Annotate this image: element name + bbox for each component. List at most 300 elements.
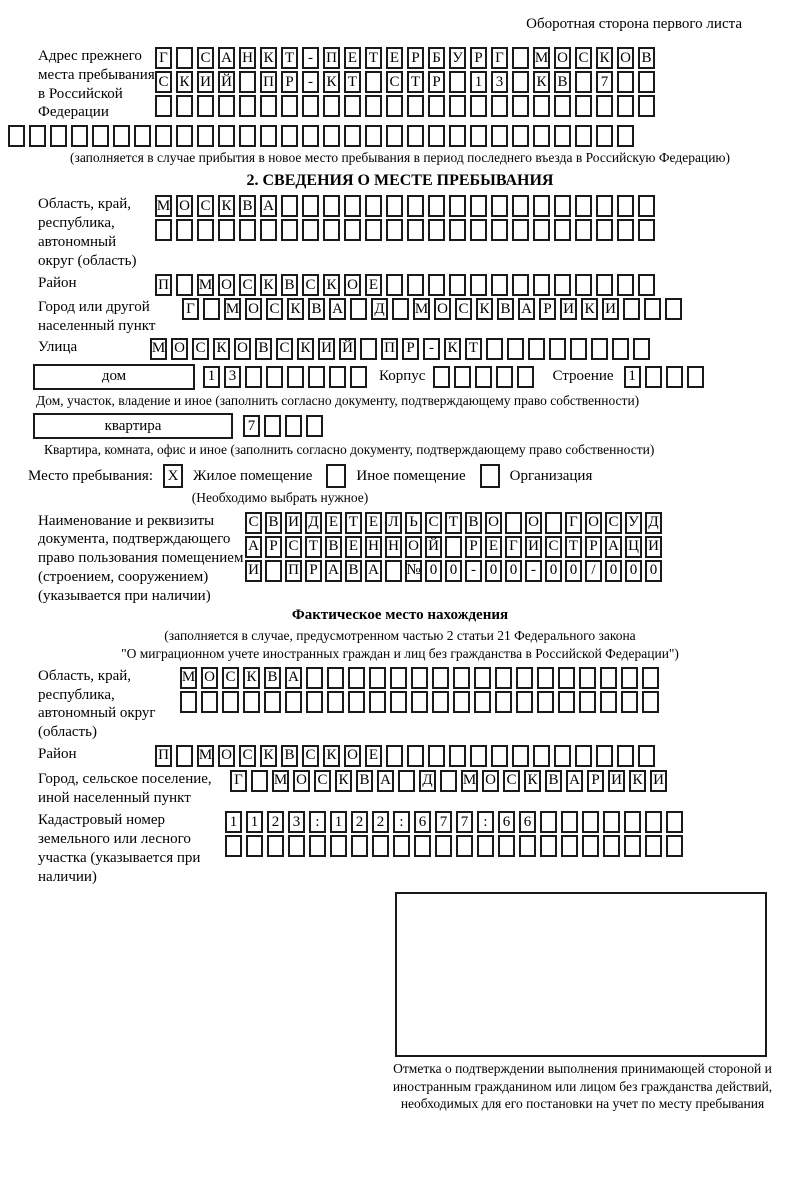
char-cell[interactable]: О (434, 298, 451, 320)
char-cell[interactable] (617, 195, 634, 217)
char-cell[interactable]: П (155, 745, 172, 767)
char-cell[interactable]: / (585, 560, 602, 582)
char-cell[interactable]: П (285, 560, 302, 582)
char-cell[interactable] (516, 667, 533, 689)
char-cell[interactable]: Д (305, 512, 322, 534)
char-cell[interactable]: П (260, 71, 277, 93)
char-cell[interactable] (596, 274, 613, 296)
char-cell[interactable]: 1 (470, 71, 487, 93)
char-cell[interactable] (533, 95, 550, 117)
char-cell[interactable] (323, 95, 340, 117)
char-cell[interactable] (92, 125, 109, 147)
char-cell[interactable] (638, 71, 655, 93)
char-cell[interactable] (29, 125, 46, 147)
char-cell[interactable]: М (180, 667, 197, 689)
char-cell[interactable] (433, 366, 450, 388)
char-cell[interactable] (134, 125, 151, 147)
char-cell[interactable] (453, 667, 470, 689)
char-cell[interactable] (475, 366, 492, 388)
char-cell[interactable]: М (461, 770, 478, 792)
char-cell[interactable] (197, 95, 214, 117)
char-cell[interactable] (435, 835, 452, 857)
char-cell[interactable]: К (524, 770, 541, 792)
char-cell[interactable] (323, 219, 340, 241)
char-cell[interactable]: У (625, 512, 642, 534)
char-cell[interactable]: К (444, 338, 461, 360)
char-cell[interactable] (260, 125, 277, 147)
char-cell[interactable] (617, 274, 634, 296)
char-cell[interactable]: № (405, 560, 422, 582)
char-cell[interactable] (329, 366, 346, 388)
char-cell[interactable] (323, 125, 340, 147)
char-cell[interactable]: П (155, 274, 172, 296)
char-cell[interactable] (176, 274, 193, 296)
char-cell[interactable]: К (260, 47, 277, 69)
char-cell[interactable] (218, 219, 235, 241)
char-cell[interactable] (390, 667, 407, 689)
char-cell[interactable]: Т (281, 47, 298, 69)
char-cell[interactable]: 1 (225, 811, 242, 833)
char-cell[interactable]: О (482, 770, 499, 792)
char-cell[interactable] (246, 835, 263, 857)
char-cell[interactable] (596, 195, 613, 217)
char-cell[interactable]: С (155, 71, 172, 93)
char-cell[interactable] (411, 691, 428, 713)
char-cell[interactable]: 0 (445, 560, 462, 582)
char-cell[interactable] (638, 745, 655, 767)
char-cell[interactable] (638, 219, 655, 241)
char-cell[interactable]: М (413, 298, 430, 320)
char-cell[interactable] (365, 195, 382, 217)
char-cell[interactable] (575, 95, 592, 117)
char-cell[interactable]: Н (365, 536, 382, 558)
char-cell[interactable]: В (255, 338, 272, 360)
char-cell[interactable] (575, 195, 592, 217)
char-cell[interactable] (512, 125, 529, 147)
char-cell[interactable]: А (218, 47, 235, 69)
char-cell[interactable]: : (393, 811, 410, 833)
char-cell[interactable] (155, 219, 172, 241)
char-cell[interactable]: Б (428, 47, 445, 69)
char-cell[interactable] (549, 338, 566, 360)
char-cell[interactable]: К (260, 274, 277, 296)
char-cell[interactable]: Е (344, 47, 361, 69)
char-cell[interactable] (533, 274, 550, 296)
char-cell[interactable]: А (365, 560, 382, 582)
char-cell[interactable]: Т (345, 512, 362, 534)
char-cell[interactable]: П (381, 338, 398, 360)
char-cell[interactable] (642, 667, 659, 689)
char-cell[interactable] (218, 125, 235, 147)
char-cell[interactable]: 1 (624, 366, 641, 388)
char-cell[interactable] (8, 125, 25, 147)
char-cell[interactable]: Р (265, 536, 282, 558)
char-cell[interactable] (470, 745, 487, 767)
char-cell[interactable]: О (218, 745, 235, 767)
char-cell[interactable] (596, 125, 613, 147)
char-cell[interactable]: В (497, 298, 514, 320)
char-cell[interactable]: Т (344, 71, 361, 93)
char-cell[interactable] (633, 338, 650, 360)
char-cell[interactable]: О (554, 47, 571, 69)
char-cell[interactable]: Р (587, 770, 604, 792)
char-cell[interactable]: Р (428, 71, 445, 93)
char-cell[interactable] (428, 219, 445, 241)
char-cell[interactable] (239, 219, 256, 241)
char-cell[interactable] (533, 125, 550, 147)
char-cell[interactable] (491, 745, 508, 767)
char-cell[interactable]: Г (491, 47, 508, 69)
char-cell[interactable]: С (239, 274, 256, 296)
char-cell[interactable]: В (356, 770, 373, 792)
char-cell[interactable] (266, 366, 283, 388)
char-cell[interactable]: Р (305, 560, 322, 582)
char-cell[interactable]: К (581, 298, 598, 320)
char-cell[interactable]: Т (465, 338, 482, 360)
char-cell[interactable]: 0 (425, 560, 442, 582)
char-cell[interactable] (540, 835, 557, 857)
char-cell[interactable] (579, 667, 596, 689)
char-cell[interactable]: Е (345, 536, 362, 558)
char-cell[interactable]: С (314, 770, 331, 792)
char-cell[interactable]: С (266, 298, 283, 320)
char-cell[interactable]: К (243, 667, 260, 689)
char-cell[interactable] (360, 338, 377, 360)
char-cell[interactable] (440, 770, 457, 792)
char-cell[interactable]: Н (385, 536, 402, 558)
char-cell[interactable] (575, 745, 592, 767)
char-cell[interactable]: М (533, 47, 550, 69)
char-cell[interactable] (491, 274, 508, 296)
char-cell[interactable] (621, 691, 638, 713)
char-cell[interactable]: 0 (485, 560, 502, 582)
char-cell[interactable] (411, 667, 428, 689)
char-cell[interactable] (456, 835, 473, 857)
char-cell[interactable] (239, 95, 256, 117)
char-cell[interactable] (512, 47, 529, 69)
char-cell[interactable] (386, 195, 403, 217)
char-cell[interactable]: С (222, 667, 239, 689)
char-cell[interactable] (496, 366, 513, 388)
char-cell[interactable] (225, 835, 242, 857)
char-cell[interactable] (302, 125, 319, 147)
char-cell[interactable] (432, 691, 449, 713)
char-cell[interactable] (603, 811, 620, 833)
char-cell[interactable] (239, 125, 256, 147)
char-cell[interactable] (176, 95, 193, 117)
char-cell[interactable]: Т (565, 536, 582, 558)
char-cell[interactable]: С (605, 512, 622, 534)
char-cell[interactable]: 7 (243, 415, 260, 437)
char-cell[interactable] (575, 274, 592, 296)
char-cell[interactable]: А (377, 770, 394, 792)
char-cell[interactable]: 0 (625, 560, 642, 582)
char-cell[interactable]: 7 (435, 811, 452, 833)
char-cell[interactable]: 2 (372, 811, 389, 833)
char-cell[interactable] (617, 71, 634, 93)
char-cell[interactable] (491, 219, 508, 241)
char-cell[interactable]: - (525, 560, 542, 582)
char-cell[interactable] (666, 811, 683, 833)
char-cell[interactable]: : (477, 811, 494, 833)
char-cell[interactable]: А (605, 536, 622, 558)
char-cell[interactable] (591, 338, 608, 360)
char-cell[interactable]: Н (239, 47, 256, 69)
char-cell[interactable] (512, 745, 529, 767)
char-cell[interactable] (449, 274, 466, 296)
char-cell[interactable] (350, 366, 367, 388)
char-cell[interactable] (558, 691, 575, 713)
char-cell[interactable]: Е (365, 274, 382, 296)
char-cell[interactable] (348, 691, 365, 713)
char-cell[interactable] (561, 811, 578, 833)
char-cell[interactable]: Г (565, 512, 582, 534)
char-cell[interactable] (600, 691, 617, 713)
char-cell[interactable]: Р (539, 298, 556, 320)
char-cell[interactable] (554, 274, 571, 296)
char-cell[interactable]: И (197, 71, 214, 93)
char-cell[interactable]: Г (230, 770, 247, 792)
char-cell[interactable] (285, 415, 302, 437)
char-cell[interactable] (474, 667, 491, 689)
char-cell[interactable] (327, 691, 344, 713)
char-cell[interactable]: Е (386, 47, 403, 69)
char-cell[interactable]: В (264, 667, 281, 689)
char-cell[interactable]: А (566, 770, 583, 792)
char-cell[interactable]: О (405, 536, 422, 558)
char-cell[interactable] (365, 125, 382, 147)
char-cell[interactable] (281, 195, 298, 217)
char-cell[interactable] (495, 691, 512, 713)
char-cell[interactable]: О (585, 512, 602, 534)
char-cell[interactable] (537, 667, 554, 689)
char-cell[interactable]: С (302, 745, 319, 767)
char-cell[interactable] (533, 195, 550, 217)
char-cell[interactable] (428, 125, 445, 147)
char-cell[interactable]: А (325, 560, 342, 582)
char-cell[interactable] (570, 338, 587, 360)
char-cell[interactable] (528, 338, 545, 360)
char-cell[interactable]: К (323, 274, 340, 296)
char-cell[interactable] (260, 219, 277, 241)
char-cell[interactable] (645, 835, 662, 857)
char-cell[interactable] (113, 125, 130, 147)
char-cell[interactable] (449, 219, 466, 241)
char-cell[interactable] (407, 219, 424, 241)
char-cell[interactable]: В (545, 770, 562, 792)
char-cell[interactable] (537, 691, 554, 713)
char-cell[interactable]: В (638, 47, 655, 69)
char-cell[interactable]: А (329, 298, 346, 320)
char-cell[interactable]: Й (339, 338, 356, 360)
char-cell[interactable] (575, 219, 592, 241)
char-cell[interactable] (306, 667, 323, 689)
char-cell[interactable] (621, 667, 638, 689)
char-cell[interactable] (386, 745, 403, 767)
char-cell[interactable] (645, 366, 662, 388)
char-cell[interactable]: Е (485, 536, 502, 558)
char-cell[interactable]: С (545, 536, 562, 558)
char-cell[interactable] (638, 95, 655, 117)
char-cell[interactable] (372, 835, 389, 857)
char-cell[interactable]: Д (371, 298, 388, 320)
char-cell[interactable]: 0 (645, 560, 662, 582)
char-cell[interactable] (197, 125, 214, 147)
char-cell[interactable] (176, 125, 193, 147)
char-cell[interactable] (407, 195, 424, 217)
char-cell[interactable] (624, 811, 641, 833)
char-cell[interactable]: 0 (505, 560, 522, 582)
char-cell[interactable] (385, 560, 402, 582)
char-cell[interactable] (264, 415, 281, 437)
char-cell[interactable]: 6 (519, 811, 536, 833)
char-cell[interactable] (512, 219, 529, 241)
char-cell[interactable] (533, 219, 550, 241)
char-cell[interactable]: В (239, 195, 256, 217)
char-cell[interactable] (617, 219, 634, 241)
char-cell[interactable]: - (465, 560, 482, 582)
char-cell[interactable]: А (285, 667, 302, 689)
char-cell[interactable]: Р (407, 47, 424, 69)
char-cell[interactable]: 0 (605, 560, 622, 582)
char-cell[interactable]: Д (645, 512, 662, 534)
char-cell[interactable] (582, 811, 599, 833)
char-cell[interactable] (470, 219, 487, 241)
char-cell[interactable] (344, 195, 361, 217)
char-cell[interactable] (265, 560, 282, 582)
char-cell[interactable] (449, 71, 466, 93)
char-cell[interactable] (201, 691, 218, 713)
char-cell[interactable] (264, 691, 281, 713)
char-cell[interactable] (428, 95, 445, 117)
char-cell[interactable] (243, 691, 260, 713)
char-cell[interactable] (554, 219, 571, 241)
char-cell[interactable]: В (281, 274, 298, 296)
char-cell[interactable]: К (287, 298, 304, 320)
char-cell[interactable]: С (239, 745, 256, 767)
char-cell[interactable]: К (297, 338, 314, 360)
char-cell[interactable] (432, 667, 449, 689)
char-cell[interactable]: О (201, 667, 218, 689)
char-cell[interactable] (445, 536, 462, 558)
char-cell[interactable] (239, 71, 256, 93)
char-cell[interactable] (365, 219, 382, 241)
char-cell[interactable] (505, 512, 522, 534)
char-cell[interactable]: 2 (351, 811, 368, 833)
char-cell[interactable] (245, 366, 262, 388)
char-cell[interactable]: Е (365, 745, 382, 767)
char-cell[interactable] (554, 125, 571, 147)
char-cell[interactable]: О (525, 512, 542, 534)
char-cell[interactable]: И (645, 536, 662, 558)
char-cell[interactable] (344, 95, 361, 117)
char-cell[interactable] (309, 835, 326, 857)
char-cell[interactable] (344, 125, 361, 147)
char-cell[interactable] (454, 366, 471, 388)
char-cell[interactable] (180, 691, 197, 713)
char-cell[interactable]: И (285, 512, 302, 534)
char-cell[interactable] (390, 691, 407, 713)
char-cell[interactable] (267, 835, 284, 857)
char-cell[interactable]: К (533, 71, 550, 93)
char-cell[interactable]: К (323, 71, 340, 93)
char-cell[interactable] (449, 95, 466, 117)
char-cell[interactable]: К (218, 195, 235, 217)
char-cell[interactable]: О (344, 274, 361, 296)
char-cell[interactable]: С (455, 298, 472, 320)
char-cell[interactable] (155, 95, 172, 117)
char-cell[interactable] (288, 835, 305, 857)
char-cell[interactable]: 1 (246, 811, 263, 833)
char-cell[interactable] (251, 770, 268, 792)
char-cell[interactable] (644, 298, 661, 320)
char-cell[interactable]: И (560, 298, 577, 320)
char-cell[interactable]: Ц (625, 536, 642, 558)
char-cell[interactable]: 6 (414, 811, 431, 833)
char-cell[interactable] (474, 691, 491, 713)
char-cell[interactable] (392, 298, 409, 320)
char-cell[interactable] (470, 274, 487, 296)
char-cell[interactable] (407, 125, 424, 147)
char-cell[interactable] (351, 835, 368, 857)
char-cell[interactable] (638, 195, 655, 217)
char-cell[interactable] (507, 338, 524, 360)
char-cell[interactable]: В (345, 560, 362, 582)
char-cell[interactable]: 7 (596, 71, 613, 93)
char-cell[interactable]: В (281, 745, 298, 767)
char-cell[interactable]: 3 (288, 811, 305, 833)
char-cell[interactable] (498, 835, 515, 857)
char-cell[interactable] (386, 274, 403, 296)
char-cell[interactable] (428, 274, 445, 296)
char-cell[interactable]: С (197, 47, 214, 69)
char-cell[interactable] (197, 219, 214, 241)
char-cell[interactable] (407, 95, 424, 117)
char-cell[interactable] (470, 195, 487, 217)
char-cell[interactable] (477, 835, 494, 857)
char-cell[interactable]: Ь (405, 512, 422, 534)
char-cell[interactable]: Г (505, 536, 522, 558)
char-cell[interactable]: О (617, 47, 634, 69)
char-cell[interactable] (512, 274, 529, 296)
char-cell[interactable] (645, 811, 662, 833)
char-cell[interactable] (642, 691, 659, 713)
char-cell[interactable] (407, 745, 424, 767)
char-cell[interactable]: Г (182, 298, 199, 320)
char-cell[interactable]: С (575, 47, 592, 69)
char-cell[interactable] (575, 71, 592, 93)
char-cell[interactable] (612, 338, 629, 360)
char-cell[interactable]: М (197, 274, 214, 296)
char-cell[interactable] (666, 366, 683, 388)
char-cell[interactable]: К (476, 298, 493, 320)
char-cell[interactable] (428, 195, 445, 217)
char-cell[interactable]: И (650, 770, 667, 792)
char-cell[interactable] (330, 835, 347, 857)
char-cell[interactable]: : (309, 811, 326, 833)
char-cell[interactable] (617, 95, 634, 117)
char-cell[interactable]: К (629, 770, 646, 792)
char-cell[interactable]: О (218, 274, 235, 296)
char-cell[interactable] (386, 95, 403, 117)
char-cell[interactable]: И (318, 338, 335, 360)
char-cell[interactable] (579, 691, 596, 713)
char-cell[interactable] (533, 745, 550, 767)
char-cell[interactable]: - (302, 71, 319, 93)
char-cell[interactable]: К (260, 745, 277, 767)
char-cell[interactable] (155, 125, 172, 147)
char-cell[interactable] (281, 125, 298, 147)
